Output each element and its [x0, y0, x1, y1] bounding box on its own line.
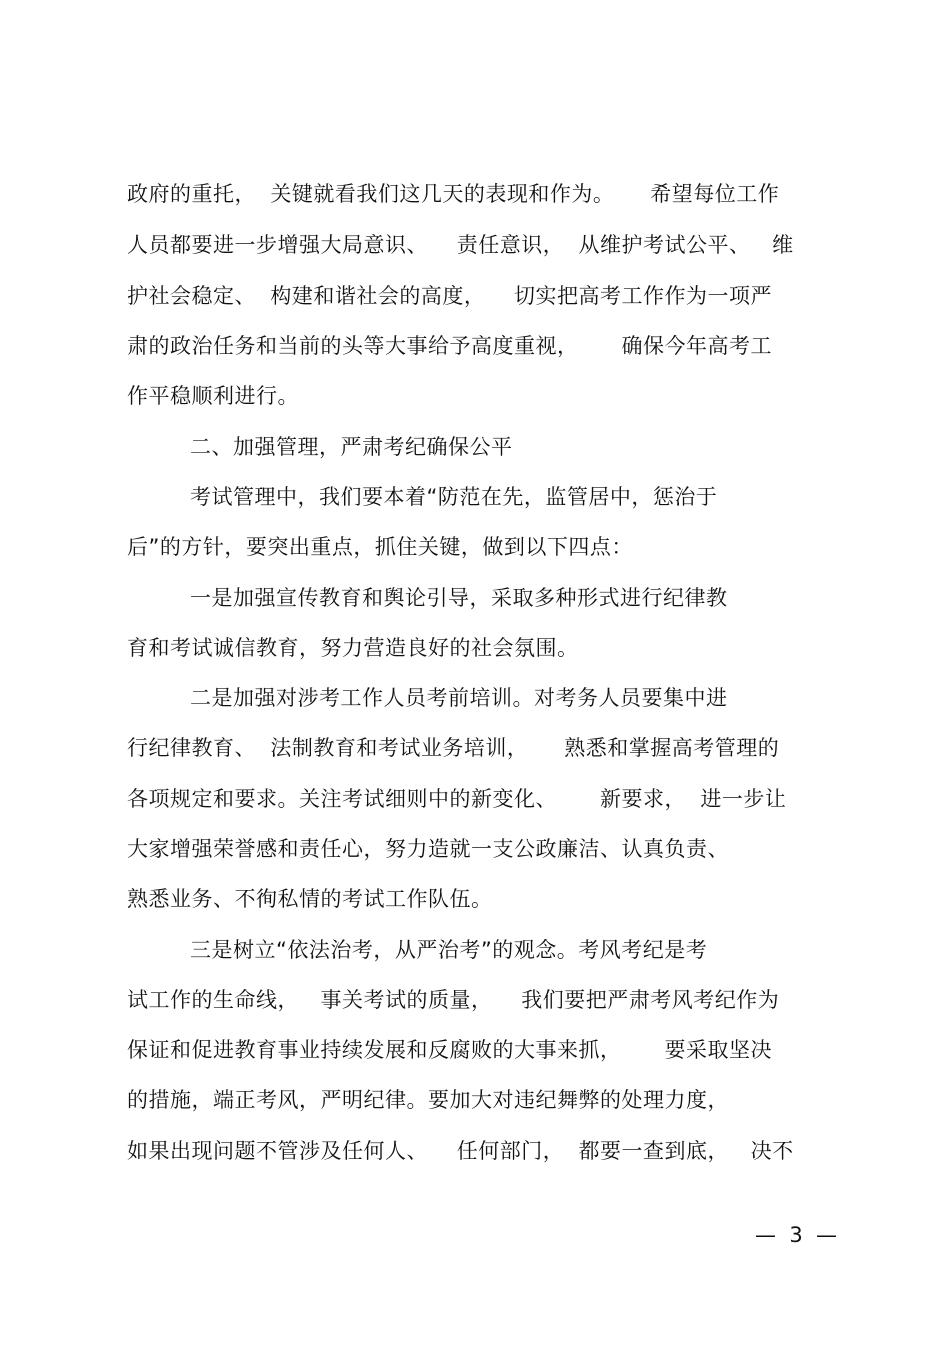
text-line: 政府的重托， 关键就看我们这几天的表现和作为。 希望每位工作: [127, 182, 780, 206]
text-line: 保证和促进教育事业持续发展和反腐败的大事来抓， 要采取坚决: [127, 1038, 773, 1062]
text-line: 熟悉业务、不徇私情的考试工作队伍。: [127, 887, 493, 911]
text-line: 各项规定和要求。关注考试细则中的新变化、 新要求， 进一步让: [127, 787, 787, 811]
text-line: 考试管理中，我们要本着“防范在先，监管居中，惩治于: [190, 485, 718, 509]
text-line: 三是树立“依法治考，从严治考”的观念。考风考纪是考: [190, 938, 708, 962]
text-line: 的措施，端正考风，严明纪律。要加大对违纪舞弊的处理力度，: [127, 1088, 729, 1112]
section-heading: 二、加强管理，严肃考纪确保公平: [190, 435, 513, 459]
text-line: 后”的方针，要突出重点，抓住关键，做到以下四点：: [127, 535, 633, 559]
text-line: 作平稳顺利进行。: [127, 384, 299, 408]
text-line: 一是加强宣传教育和舆论引导，采取多种形式进行纪律教: [190, 586, 728, 610]
page-number: — 3 —: [755, 1223, 838, 1247]
text-line: 行纪律教育、 法制教育和考试业务培训， 熟悉和掌握高考管理的: [127, 736, 780, 760]
text-line: 育和考试诚信教育，努力营造良好的社会氛围。: [127, 636, 579, 660]
text-line: 试工作的生命线， 事关考试的质量， 我们要把严肃考风考纪作为: [127, 988, 780, 1012]
text-line: 肃的政治任务和当前的头等大事给予高度重视， 确保今年高考工: [127, 334, 773, 358]
text-line: 护社会稳定、 构建和谐社会的高度， 切实把高考工作作为一项严: [127, 284, 773, 308]
text-line: 大家增强荣誉感和责任心，努力造就一支公政廉洁、认真负责、: [127, 837, 729, 861]
text-line: 二是加强对涉考工作人员考前培训。对考务人员要集中进: [190, 686, 728, 710]
text-line: 人员都要进一步增强大局意识、 责任意识， 从维护考试公平、 维: [127, 233, 794, 257]
text-line: 如果出现问题不管涉及任何人、 任何部门， 都要一查到底， 决不: [127, 1139, 794, 1163]
